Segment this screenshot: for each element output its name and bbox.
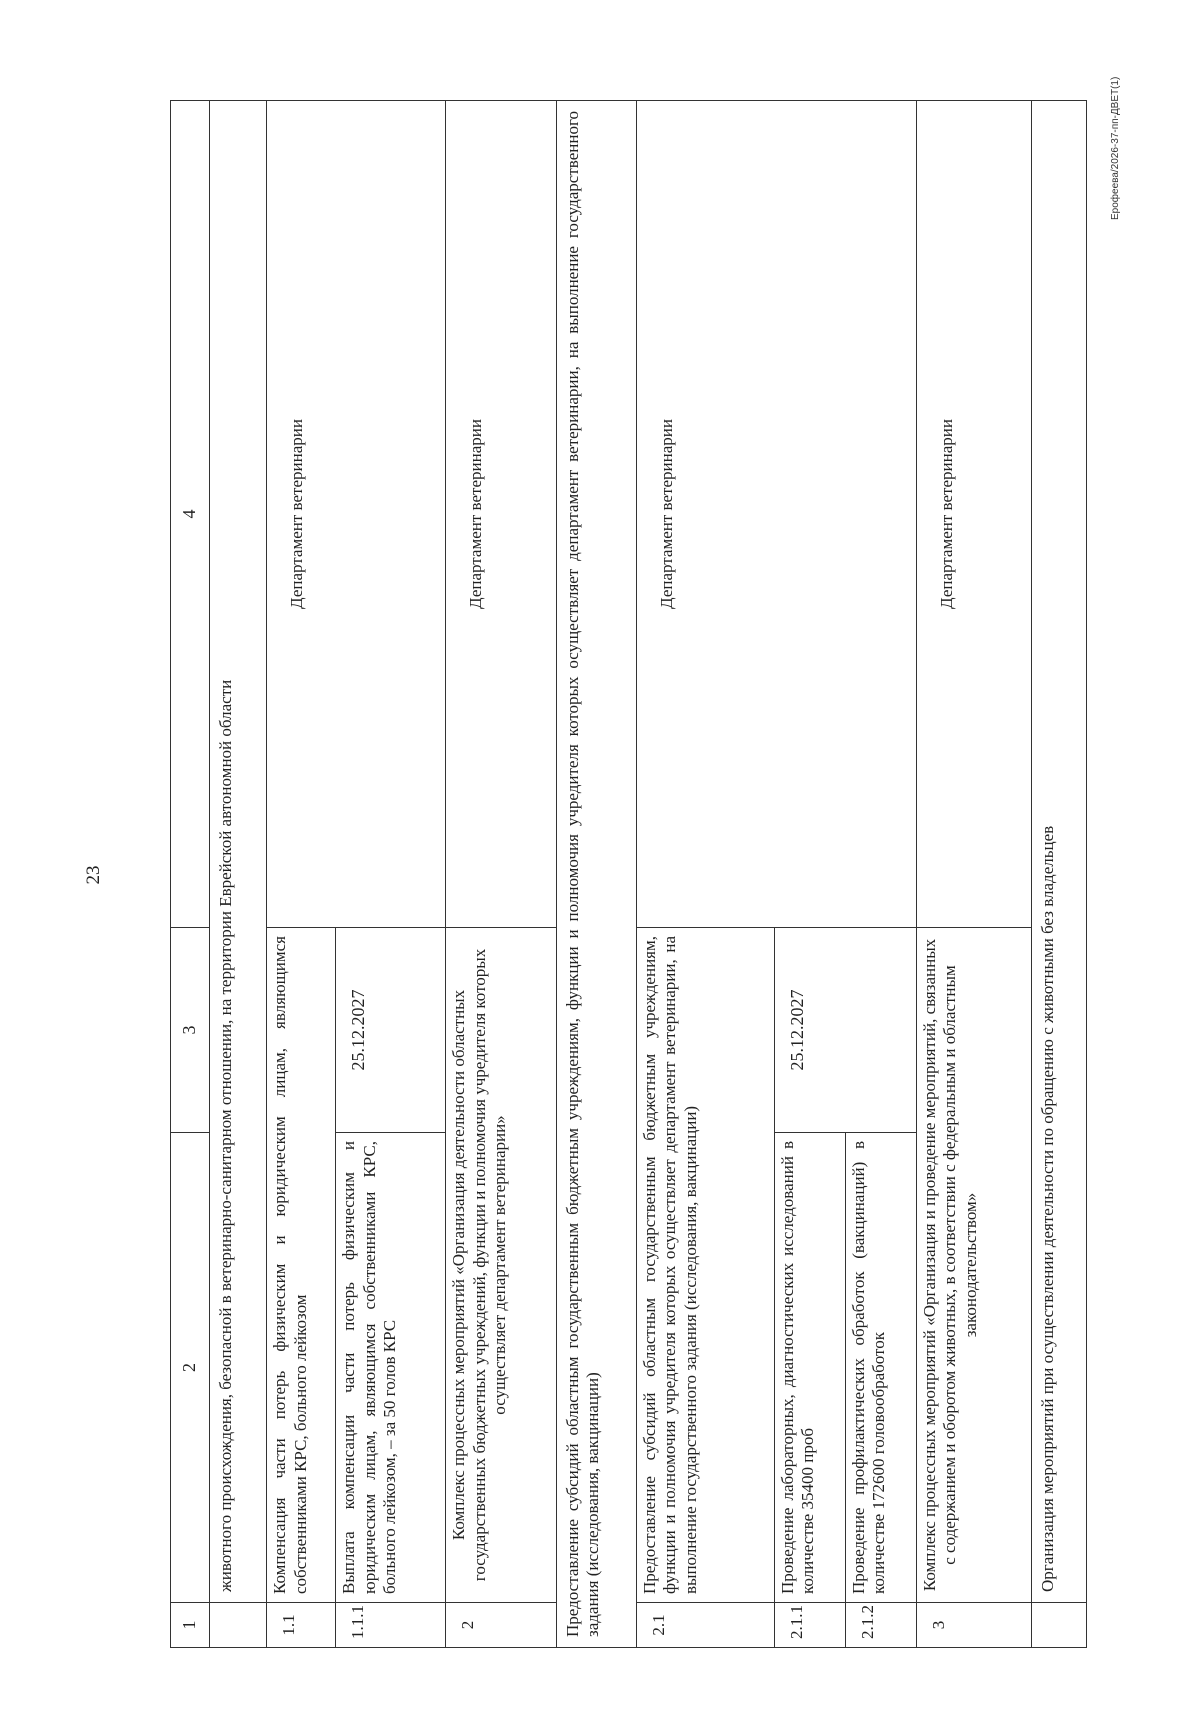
row-number: 2.1 — [636, 1603, 774, 1648]
header-row — [171, 101, 210, 1648]
table-row — [446, 101, 556, 1648]
document-code: Ерофеева/2026-37-пп-ДВЕТ(1) — [1110, 76, 1121, 220]
row-department: Департамент ветеринарии — [917, 101, 1032, 928]
section-title: Предоставление субсидий областным государственным бюджетным учреждениям, функции и полномочия учредителя которых осуществляет департамент ветеринарии, на выполнение государственного задания (исследования, вакцинации) — [556, 101, 636, 1648]
section-row — [210, 101, 267, 1648]
row-department: Департамент ветеринарии — [446, 101, 556, 928]
table-row — [267, 101, 336, 1648]
section-row — [556, 101, 636, 1648]
row-description: Комплекс процессных мероприятий «Организация и проведение мероприятий, связанных с содержанием и оборотом животных, в соответствии с федеральным и областным законодательством» — [917, 928, 1032, 1603]
header-col-3: 3 — [171, 928, 210, 1133]
row-number: 3 — [917, 1603, 1032, 1648]
table-row — [636, 101, 774, 1648]
row-description: Проведение профилактических обработок (вакцинаций) в количестве 172600 головообработок — [845, 1133, 916, 1603]
row-date: 25.12.2027 — [336, 928, 446, 1133]
table-container — [170, 101, 1087, 1648]
row-description: Предоставление субсидий областным государственным бюджетным учреждениям, функции и полномочия учредителя которых осуществляет департамент ветеринарии, на выполнение государственного задания (исследования, вакцинации) — [636, 928, 774, 1603]
row-number: 2 — [446, 1603, 556, 1648]
row-number: 1.1.1 — [336, 1603, 446, 1648]
row-department: Департамент ветеринарии — [267, 101, 446, 928]
header-col-1: 1 — [171, 1603, 210, 1648]
empty-cell — [210, 1603, 267, 1648]
row-number: 2.1.2 — [845, 1603, 916, 1648]
table-row — [917, 101, 1032, 1648]
plan-table — [170, 100, 1087, 1648]
section-title: Организация мероприятий при осуществлении деятельности по обращению с животными без владельцев — [1031, 101, 1086, 1603]
row-description: Компенсация части потерь физическим и юридическим лицам, являющимся собственниками КРС, больного лейкозом — [267, 928, 336, 1603]
empty-cell — [1031, 1603, 1086, 1648]
row-date: 25.12.2027 — [774, 928, 916, 1133]
header-col-2: 2 — [171, 1133, 210, 1603]
row-description: Проведение лабораторных, диагностических исследований в количестве 35400 проб — [774, 1133, 845, 1603]
header-col-4: 4 — [171, 101, 210, 928]
page-number: 23 — [83, 865, 104, 885]
row-description: Выплата компенсации части потерь физическим и юридическим лицам, являющимся собственниками КРС, больного лейкозом, – за 50 голов КРС — [336, 1133, 446, 1603]
row-description: Комплекс процессных мероприятий «Организация деятельности областных государственных бюджетных учреждений, функции и полномочия учредителя которых осуществляет департамент ветеринарии» — [446, 928, 556, 1603]
row-number: 2.1.1 — [774, 1603, 845, 1648]
row-number: 1.1 — [267, 1603, 336, 1648]
section-row — [1031, 101, 1086, 1648]
row-department: Департамент ветеринарии — [636, 101, 916, 928]
section-title: животного происхождения, безопасной в ветеринарно-санитарном отношении, на территории Еврейской автономной области — [210, 101, 267, 1603]
